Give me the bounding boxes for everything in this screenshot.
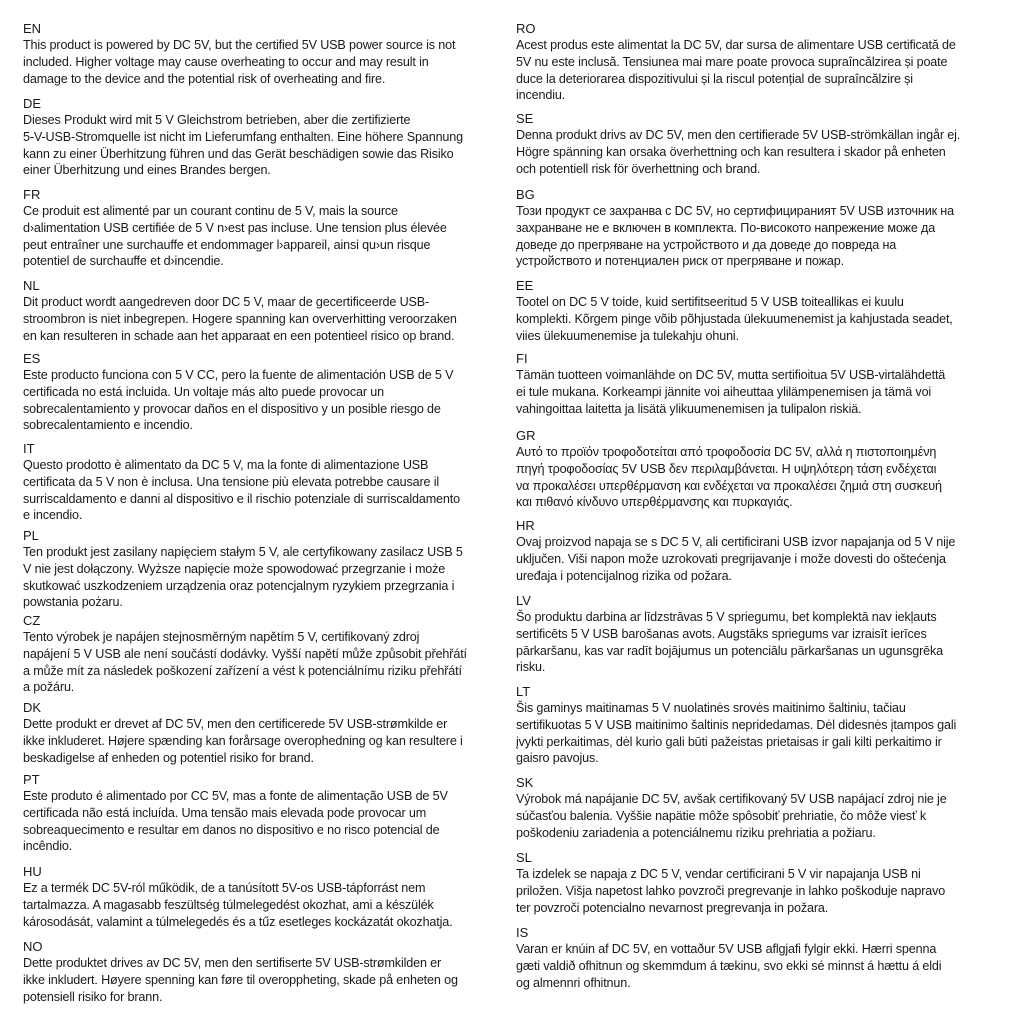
notice-text-line: Questo prodotto è alimentato da DC 5 V, ma la fonte di alimentazione USB	[23, 458, 429, 472]
language-code: FR	[23, 187, 41, 202]
language-code: SL	[516, 850, 532, 865]
language-code: SK	[516, 775, 534, 790]
notice-text-line: sobrecalentamiento e incendio.	[23, 418, 193, 433]
language-code: PL	[23, 528, 39, 543]
language-code: IT	[23, 441, 35, 456]
language-code: FI	[516, 351, 528, 366]
notice-text-line: sertifikuotas 5 V USB maitinimo šaltinis nepridedamas. Dėl didesnės įtampos gali	[516, 717, 957, 732]
notice-text-line: uključen. Viši napon može uzrokovati pregrijavanje i može dovesti do oštećenja	[516, 551, 946, 566]
language-section-cz	[23, 613, 523, 696]
language-code: IS	[516, 925, 529, 940]
notice-text-line: Ovaj proizvod napaja se s DC 5 V, ali certificirani USB izvor napajanja od 5 V nije	[516, 535, 956, 549]
notice-text-line: Este producto funciona con 5 V CC, pero la fuente de alimentación USB de 5 V	[23, 368, 454, 382]
language-section-gr	[516, 428, 1016, 511]
notice-text-line: stroombron is niet inbegrepen. Hogere spanning kan oververhitting veroorzaken	[23, 311, 457, 326]
language-code: SE	[516, 111, 534, 126]
notice-text-line: napájení 5 V USB ale není součástí dodávky. Vyšší napětí může způsobit přehřátí	[23, 646, 467, 661]
notice-text-line: Dieses Produkt wird mit 5 V Gleichstrom betrieben, aber die zertifizierte	[23, 113, 411, 127]
notice-text-line: incêndio.	[23, 839, 73, 854]
language-section-dk	[23, 700, 523, 766]
notice-text-line: powstania pożaru.	[23, 595, 123, 610]
language-code: GR	[516, 428, 536, 443]
notice-text-line: να προκαλέσει υπερθέρμανση και ενδέχεται να προκαλέσει ζημιά στη συσκευή	[516, 478, 942, 493]
language-section-de	[23, 96, 523, 179]
language-section-nl	[23, 278, 523, 344]
notice-text-line: certificata da 5 V non è inclusa. Una tensione più elevata potrebbe causare il	[23, 474, 440, 489]
language-code: NO	[23, 939, 43, 954]
notice-text-line: surriscaldamento e danni al dispositivo e il rischio potenziale di surriscaldamento	[23, 491, 460, 506]
language-code: BG	[516, 187, 535, 202]
notice-text-line: įvykti perkaitimas, dėl kurio gali būti pažeistas prietaisas ir gali kilti perkaitimo ir	[516, 734, 942, 749]
language-section-sl	[516, 850, 1016, 916]
language-section-pl	[23, 528, 523, 611]
language-section-lv	[516, 593, 1016, 676]
notice-text-line: priložen. Višja napetost lahko povzroči pregrevanje in lahko poškoduje napravo	[516, 883, 946, 898]
notice-text-line: Šis gaminys maitinamas 5 V nuolatinės srovės maitinimo šaltiniu, tačiau	[516, 701, 906, 715]
language-code: RO	[516, 21, 536, 36]
notice-text-line: sertificēts 5 V USB barošanas avots. Augstāks spriegums var izraisīt ierīces	[516, 626, 927, 641]
notice-text-line: Този продукт се захранва с DC 5V, но сертифицираният 5V USB източник на	[516, 204, 954, 218]
language-section-bg	[516, 187, 1016, 270]
notice-text-line: pārkaršanu, kas var radīt bojājumus un potenciālu pārkaršanas un ugunsgrēka	[516, 643, 943, 658]
language-section-lt	[516, 684, 1016, 767]
notice-text-line: Högre spänning kan orsaka överhettning och kan resultera i skador på enheten	[516, 144, 946, 159]
notice-text-line: доведе до прегряване на устройството и да доведе до повреда на	[516, 237, 897, 252]
language-section-ro	[516, 21, 1016, 104]
notice-text-line: gæti valdið ofhitnun og skemmdum á tækinu, svo ekki sé minnst á hættu á eldi	[516, 958, 942, 973]
language-section-sk	[516, 775, 1016, 841]
notice-text-line: ikke inkluderet. Højere spænding kan forårsage overophedning og kan resultere i	[23, 733, 463, 748]
language-section-fi	[516, 351, 1016, 417]
notice-text-line: uređaja i potencijalnog rizika od požara.	[516, 568, 732, 583]
notice-text-line: Denna produkt drivs av DC 5V, men den certifierade 5V USB-strömkällan ingår ej.	[516, 128, 961, 142]
notice-text-line: sobrecalentamiento y provocar daños en el dispositivo y un posible riesgo de	[23, 401, 441, 416]
language-section-se	[516, 111, 1016, 177]
language-section-es	[23, 351, 523, 434]
notice-text-line: komplekti. Kõrgem pinge võib põhjustada ülekuumenemist ja kahjustada seadet,	[516, 311, 953, 326]
notice-text-line: risku.	[516, 660, 546, 675]
language-code: EE	[516, 278, 534, 293]
language-section-ee	[516, 278, 1016, 344]
notice-text-line: peut entraîner une surchauffe et endommager l›appareil, ainsi qu›un risque	[23, 237, 431, 252]
language-code: LV	[516, 593, 531, 608]
language-section-pt	[23, 772, 523, 855]
notice-text-line: incendiu.	[516, 88, 566, 103]
notice-text-line: kann zu einer Überhitzung führen und das Gerät beschädigen sowie das Risiko	[23, 146, 454, 161]
notice-text-line: Dette produkt er drevet af DC 5V, men den certificerede 5V USB-strømkilde er	[23, 717, 448, 731]
notice-text-line: en kan resulteren in schade aan het apparaat en een potentieel risico op brand.	[23, 328, 455, 343]
language-section-hu	[23, 864, 523, 930]
language-section-is	[516, 925, 1016, 991]
language-section-no	[23, 939, 523, 1005]
notice-text-line: súčasťou balenia. Vyššie napätie môže spôsobiť prehriatie, čo môže viesť k	[516, 808, 927, 823]
language-code: PT	[23, 772, 40, 787]
notice-text-line: V nie jest dołączony. Wyższe napięcie może spowodować przegrzanie i może	[23, 561, 446, 576]
notice-text-line: og almennri ofhitnun.	[516, 975, 631, 990]
notice-text-line: tartalmazza. A magasabb feszültség túlmelegedést okozhat, ami a készülék	[23, 897, 434, 912]
notice-text-line: Ez a termék DC 5V-ról működik, de a tanúsított 5V-os USB-tápforrást nem	[23, 881, 426, 895]
notice-text-line: Ta izdelek se napaja z DC 5 V, vendar certificirani 5 V vir napajanja USB ni	[516, 867, 921, 881]
notice-text-line: vahingoittaa laitetta ja lisätä ylikuumenemisen ja tulipalon riskiä.	[516, 401, 862, 416]
language-code: HR	[516, 518, 535, 533]
language-code: DE	[23, 96, 42, 111]
notice-text-line: Šo produktu darbina ar līdzstrāvas 5 V spriegumu, bet komplektā nav iekļauts	[516, 610, 937, 624]
notice-text-line: a může mít za následek poškození zařízení a vést k potenciálnímu riziku přehřátí	[23, 663, 462, 678]
notice-text-line: skutkować uszkodzeniem urządzenia oraz potencjalnym ryzykiem przegrzania i	[23, 578, 455, 593]
notice-text-line: certificada não está incluída. Uma tensão mais elevada pode provocar um	[23, 805, 427, 820]
notice-text-line: ikke inkludert. Høyere spenning kan føre til overoppheting, skade på enheten og	[23, 972, 458, 987]
notice-text-line: Tämän tuotteen voimanlähde on DC 5V, mutta sertifioitua 5V USB-virtalähdettä	[516, 368, 946, 382]
notice-text-line: устройството и потенциален риск от прегряване и пожар.	[516, 254, 844, 269]
notice-text-line: károsodását, valamint a túlmelegedés és a tűz esetleges kockázatát okozhatja.	[23, 914, 453, 929]
notice-text-line: certificada no está incluida. Un voltaje más alto puede provocar un	[23, 384, 384, 399]
notice-text-line: Acest produs este alimentat la DC 5V, dar sursa de alimentare USB certificată de	[516, 38, 956, 52]
notice-text-line: och potentiell risk för överhettning och brand.	[516, 161, 761, 176]
language-code: LT	[516, 684, 531, 699]
notice-text-line: potensiell risiko for brann.	[23, 989, 163, 1004]
notice-text-line: damage to the device and the potential risk of overheating and fire.	[23, 71, 386, 86]
notice-text-line: included. Higher voltage may cause overheating to occur and may result in	[23, 54, 429, 69]
notice-text-line: Dette produktet drives av DC 5V, men den sertifiserte 5V USB-strømkilden er	[23, 956, 442, 970]
notice-text-line: Varan er knúin af DC 5V, en vottaður 5V USB aflgjafi fylgir ekki. Hærri spenna	[516, 942, 937, 956]
notice-text-line: potentiel de surchauffe et d›incendie.	[23, 254, 224, 269]
notice-text-line: Ce produit est alimenté par un courant continu de 5 V, mais la source	[23, 204, 398, 218]
notice-text-line: poškodeniu zariadenia a potenciálnemu riziku prehriatia a požiaru.	[516, 825, 876, 840]
notice-text-line: This product is powered by DC 5V, but the certified 5V USB power source is not	[23, 38, 456, 52]
notice-text-line: d›alimentation USB certifiée de 5 V n›est pas incluse. Une tension plus élevée	[23, 220, 447, 235]
notice-text-line: gaisro pavojus.	[516, 751, 599, 766]
notice-text-line: Tootel on DC 5 V toide, kuid sertifitseeritud 5 V USB toiteallikas ei kuulu	[516, 295, 904, 309]
notice-text-line: duce la deteriorarea dispozitivului și la riscul potențial de supraîncălzire și	[516, 71, 913, 86]
notice-text-line: Este produto é alimentado por CC 5V, mas a fonte de alimentação USB de 5V	[23, 789, 448, 803]
notice-text-line: a požáru.	[23, 680, 75, 695]
notice-text-line: 5V nu este inclusă. Tensiunea mai mare poate provoca supraîncălzirea și poate	[516, 54, 948, 69]
notice-text-line: ei tule mukana. Korkeampi jännite voi aiheuttaa ylilämpenemisen ja tämä voi	[516, 384, 932, 399]
notice-text-line: e incendio.	[23, 508, 83, 523]
language-section-fr	[23, 187, 523, 270]
language-section-en	[23, 21, 523, 87]
notice-text-line: захранване не е включен в комплекта. По-високото напрежение може да	[516, 220, 936, 235]
notice-text-line: και πιθανό κίνδυνο υπερθέρμανσης και πυρκαγιάς.	[516, 495, 793, 510]
language-code: EN	[23, 21, 42, 36]
language-section-hr	[516, 518, 1016, 584]
notice-text-line: Ten produkt jest zasilany napięciem stałym 5 V, ale certyfikowany zasilacz USB 5	[23, 545, 463, 559]
notice-text-line: beskadigelse af enheden og potentiel risiko for brand.	[23, 750, 314, 765]
notice-text-line: ter povzroči potencialno nevarnost pregrevanja in požara.	[516, 900, 829, 915]
notice-text-line: πηγή τροφοδοσίας 5V USB δεν περιλαμβάνεται. Η υψηλότερη τάση ενδέχεται	[516, 461, 937, 476]
language-code: DK	[23, 700, 42, 715]
notice-text-line: Αυτό το προϊόν τροφοδοτείται από τροφοδοσία DC 5V, αλλά η πιστοποιημένη	[516, 445, 937, 459]
language-section-it	[23, 441, 523, 524]
language-code: NL	[23, 278, 40, 293]
notice-text-line: Dit product wordt aangedreven door DC 5 V, maar de gecertificeerde USB-	[23, 295, 430, 309]
notice-text-line: viies ülekuumenemise ja tulekahju ohuni.	[516, 328, 739, 343]
notice-text-line: Výrobok má napájanie DC 5V, avšak certifikovaný 5V USB napájací zdroj nie je	[516, 792, 947, 806]
notice-text-line: 5-V-USB-Stromquelle ist nicht im Lieferumfang enthalten. Eine höhere Spannung	[23, 129, 463, 144]
language-code: CZ	[23, 613, 41, 628]
notice-text-line: Tento výrobek je napájen stejnosměrným napětím 5 V, certifikovaný zdroj	[23, 630, 420, 644]
language-code: ES	[23, 351, 41, 366]
language-code: HU	[23, 864, 42, 879]
notice-text-line: einer Überhitzung und eines Brandes bergen.	[23, 163, 271, 178]
notice-text-line: sobreaquecimento e resultar em danos no dispositivo e no risco potencial de	[23, 822, 440, 837]
